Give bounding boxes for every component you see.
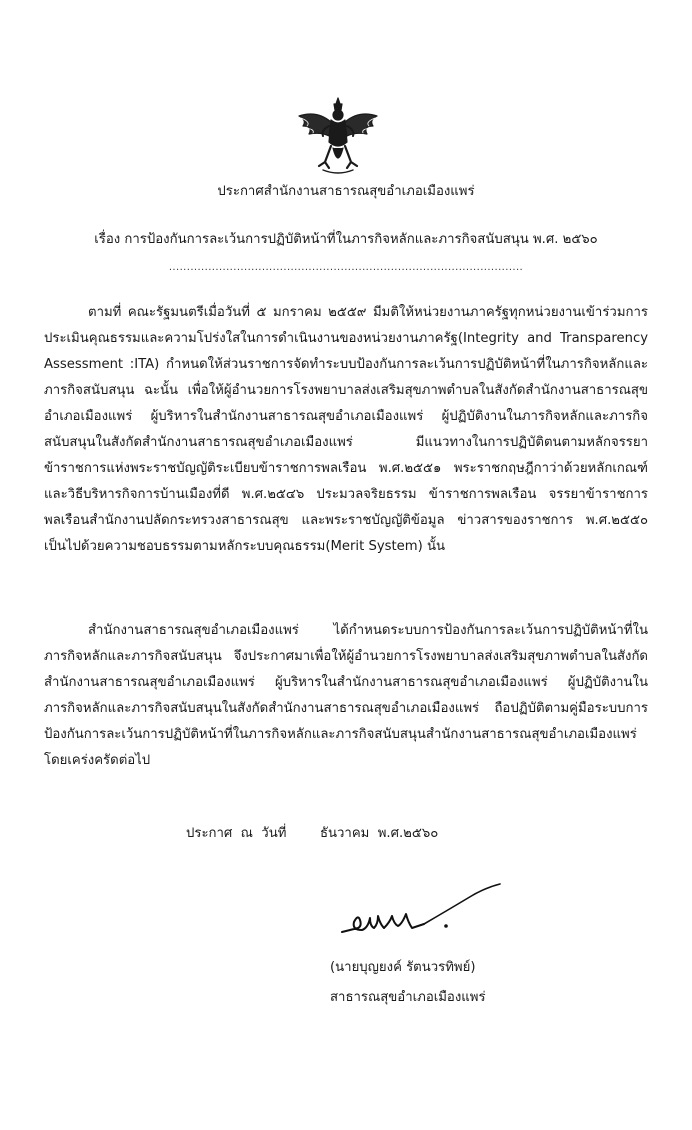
signer-name: (นายบุญยงค์ รัตนวรทิพย์) bbox=[330, 960, 476, 975]
body-paragraph: สำนักงานสาธารณสุขอำเภอเมืองแพร่ ได้กำหนดระบบการป้องกันการละเว้นการปฏิบัติหน้าที่ในภารกิจหลักและภารกิจสนับสนุน จึงประกาศมาเพื่อให้ผู้อำนวยการโรงพยาบาลส่งเสริมสุขภาพตำบลในสังกัดสำนักงานสาธารณสุขอำเภอเมืองแพร่ ผู้บริหารในสำนักงานสาธารณสุขอำเภอเมืองแพร่ ผู้ปฏิบัติงานในภารกิจหลักและภารกิจสนับสนุนในสังกัดสำนักงานสาธารณสุขอำเภอเมืองแพร่ ถือปฏิบัติตามคู่มือระบบการป้องกันการละเว้นการปฏิบัติหน้าที่ในภารกิจหลักและภารกิจสนับสนุนสำนักงานสาธารณสุขอำเภอเมืองแพร่ โดยเคร่งครัดต่อไป bbox=[44, 623, 648, 768]
announcement-title: ประกาศสำนักงานสาธารณสุขอำเภอเมืองแพร่ bbox=[217, 184, 475, 199]
announcement-date: ประกาศ ณ วันที่ ธันวาคม พ.ศ.๒๕๖๐ bbox=[186, 826, 439, 841]
handwritten-signature bbox=[338, 880, 508, 950]
announcement-subject: เรื่อง การป้องกันการละเว้นการปฏิบัติหน้าที่ในภารกิจหลักและภารกิจสนับสนุน พ.ศ. ๒๕๖๐ bbox=[94, 232, 598, 247]
signer-title: สาธารณสุขอำเภอเมืองแพร่ bbox=[330, 990, 486, 1005]
body-paragraph: ตามที่ คณะรัฐมนตรีเมื่อวันที่ ๕ มกราคม ๒๕๕๙ มีมติให้หน่วยงานภาครัฐทุกหน่วยงานเข้าร่วมการประเมินคุณธรรมและความโปร่งใสในการดำเนินงานของหน่วยงานภาครัฐ(Integrity and Transparency Assessment :ITA) กำหนดให้ส่วนราชการจัดทำระบบป้องกันการละเว้นการปฏิบัติหน้าที่ในภารกิจหลักและภารกิจสนับสนุน ฉะนั้น เพื่อให้ผู้อำนวยการโรงพยาบาลส่งเสริมสุขภาพตำบลในสังกัดสำนักงานสาธารณสุขอำเภอเมืองแพร่ ผู้บริหารในสำนักงานสาธารณสุขอำเภอเมืองแพร่ ผู้ปฏิบัติงานในภารกิจหลักและภารกิจสนับสนุนในสังกัดสำนักงานสาธารณสุขอำเภอเมืองแพร่ มีแนวทางในการปฏิบัติตนตามหลักจรรยาข้าราชการแห่งพระราชบัญญัติระเบียบข้าราชการพลเรือน พ.ศ.๒๕๕๑ พระราชกฤษฎีกาว่าด้วยหลักเกณฑ์และวิธีบริหารกิจการบ้านเมืองที่ดี พ.ศ.๒๕๔๖ ประมวลจริยธรรม ข้าราชการพลเรือน จรรยาข้าราชการพลเรือนสำนักงานปลัดกระทรวงสาธารณสุข และพระราชบัญญัติข้อมูล ข่าวสารของราชการ พ.ศ.๒๕๕๐ เป็นไปด้วยความชอบธรรมตามหลักระบบคุณธรรม(Merit System) นั้น bbox=[44, 305, 648, 554]
garuda-emblem-icon bbox=[293, 96, 383, 178]
dotted-separator: ................................................................................................... bbox=[168, 262, 524, 273]
